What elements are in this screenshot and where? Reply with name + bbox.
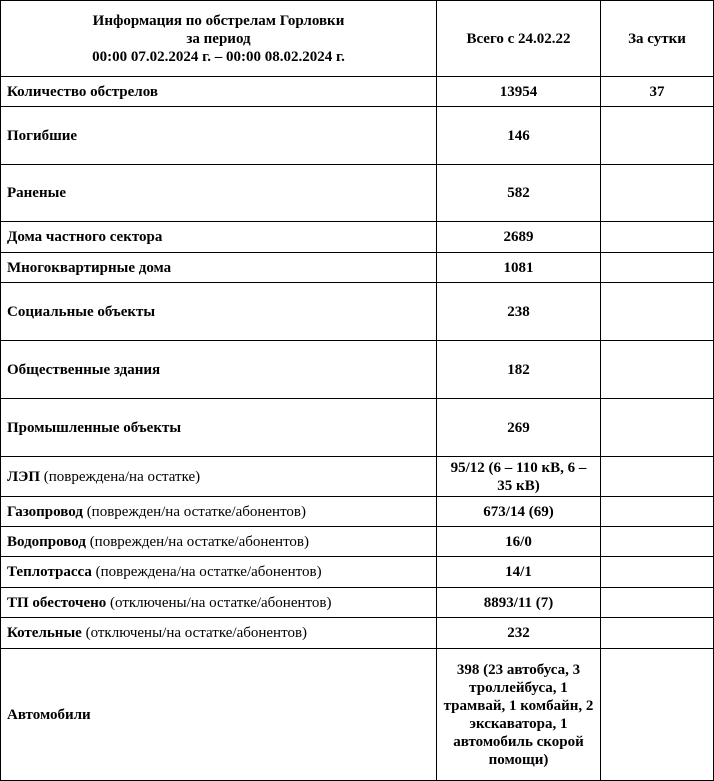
row-label-cell: [1, 497, 437, 527]
row-label-cell: [1, 588, 437, 618]
title-line-2: за период: [186, 30, 251, 47]
total-value: 2689: [437, 222, 601, 253]
table-row: [1, 527, 714, 557]
total-value: 1081: [437, 253, 601, 283]
row-label: Котельные: [7, 625, 82, 641]
total-value: 398 (23 автобуса, 3 троллейбуса, 1 трамвай, 1 комбайн, 2 экскаватора, 1 автомобиль скорой помощи): [437, 649, 601, 781]
total-value: 95/12 (6 – 110 кВ, 6 – 35 кВ): [437, 457, 601, 497]
row-label: ТП обесточено: [7, 594, 107, 611]
row-label: Промышленные объекты: [7, 419, 182, 436]
row-label-cell: [1, 618, 437, 649]
day-value: [601, 618, 714, 649]
day-value: [601, 649, 714, 781]
row-label: Теплотрасса: [7, 564, 92, 580]
row-label-cell: [1, 649, 437, 781]
column-header-total: Всего с 24.02.22: [437, 1, 601, 77]
day-value: [601, 283, 714, 341]
total-value: 13954: [437, 77, 601, 107]
row-label: Газопровод: [7, 503, 83, 520]
total-value: 582: [437, 165, 601, 222]
row-label: Социальные объекты: [7, 303, 156, 320]
row-label-cell: [1, 253, 437, 283]
row-label-cell: [1, 399, 437, 457]
row-label-cell: [1, 341, 437, 399]
row-label-cell: [1, 107, 437, 165]
table-row: [1, 165, 714, 222]
row-label-note: (отключены/на остатке/абонентов): [106, 594, 332, 611]
day-value: 37: [601, 77, 714, 107]
row-label: Многоквартирные дома: [7, 259, 172, 276]
column-header-day: За сутки: [601, 1, 714, 77]
row-label-cell: [1, 165, 437, 222]
total-value: 14/1: [437, 557, 601, 588]
table-row: [1, 618, 714, 649]
table-row: [1, 77, 714, 107]
total-value: 182: [437, 341, 601, 399]
row-label-cell: [1, 527, 437, 557]
row-label-note: (повреждена/на остатке/абонентов): [91, 564, 322, 580]
day-value: [601, 107, 714, 165]
row-label: Раненые: [7, 185, 66, 201]
table-row: [1, 283, 714, 341]
row-label: Погибшие: [7, 127, 78, 144]
table-row: [1, 341, 714, 399]
row-label: Автомобили: [7, 706, 91, 723]
table-title: [1, 1, 437, 77]
table-row: [1, 253, 714, 283]
day-value: [601, 165, 714, 222]
total-value: 146: [437, 107, 601, 165]
day-value: [601, 588, 714, 618]
table-row: [1, 497, 714, 527]
total-value: 238: [437, 283, 601, 341]
day-value: [601, 253, 714, 283]
row-label: Общественные здания: [7, 361, 161, 378]
row-label-note: (отключены/на остатке/абонентов): [81, 625, 308, 641]
total-value: 8893/11 (7): [437, 588, 601, 618]
row-label-cell: [1, 77, 437, 107]
row-label-note: (поврежден/на остатке/абонентов): [82, 503, 307, 520]
row-label-note: (поврежден/на остатке/абонентов): [85, 533, 310, 550]
row-label: Дома частного сектора: [7, 229, 163, 245]
total-value: 232: [437, 618, 601, 649]
day-value: [601, 341, 714, 399]
day-value: [601, 527, 714, 557]
header-row: [1, 1, 714, 77]
table-row: [1, 222, 714, 253]
row-label: ЛЭП: [7, 468, 41, 485]
table-row: [1, 399, 714, 457]
table-row: [1, 588, 714, 618]
row-label: Водопровод: [7, 533, 86, 550]
day-value: [601, 222, 714, 253]
title-line-1: Информация по обстрелам Горловки: [92, 12, 345, 29]
table-row: [1, 649, 714, 781]
day-value: [601, 399, 714, 457]
total-value: 16/0: [437, 527, 601, 557]
table-row: [1, 557, 714, 588]
row-label-cell: [1, 222, 437, 253]
row-label-cell: [1, 283, 437, 341]
title-line-3: 00:00 07.02.2024 г. – 00:00 08.02.2024 г.: [92, 48, 345, 65]
total-value: 269: [437, 399, 601, 457]
row-label: Количество обстрелов: [7, 83, 158, 100]
table-row: [1, 457, 714, 497]
row-label-cell: [1, 557, 437, 588]
day-value: [601, 457, 714, 497]
table-row: [1, 107, 714, 165]
row-label-note: (повреждена/на остатке): [40, 468, 201, 485]
total-value: 673/14 (69): [437, 497, 601, 527]
day-value: [601, 557, 714, 588]
day-value: [601, 497, 714, 527]
row-label-cell: [1, 457, 437, 497]
